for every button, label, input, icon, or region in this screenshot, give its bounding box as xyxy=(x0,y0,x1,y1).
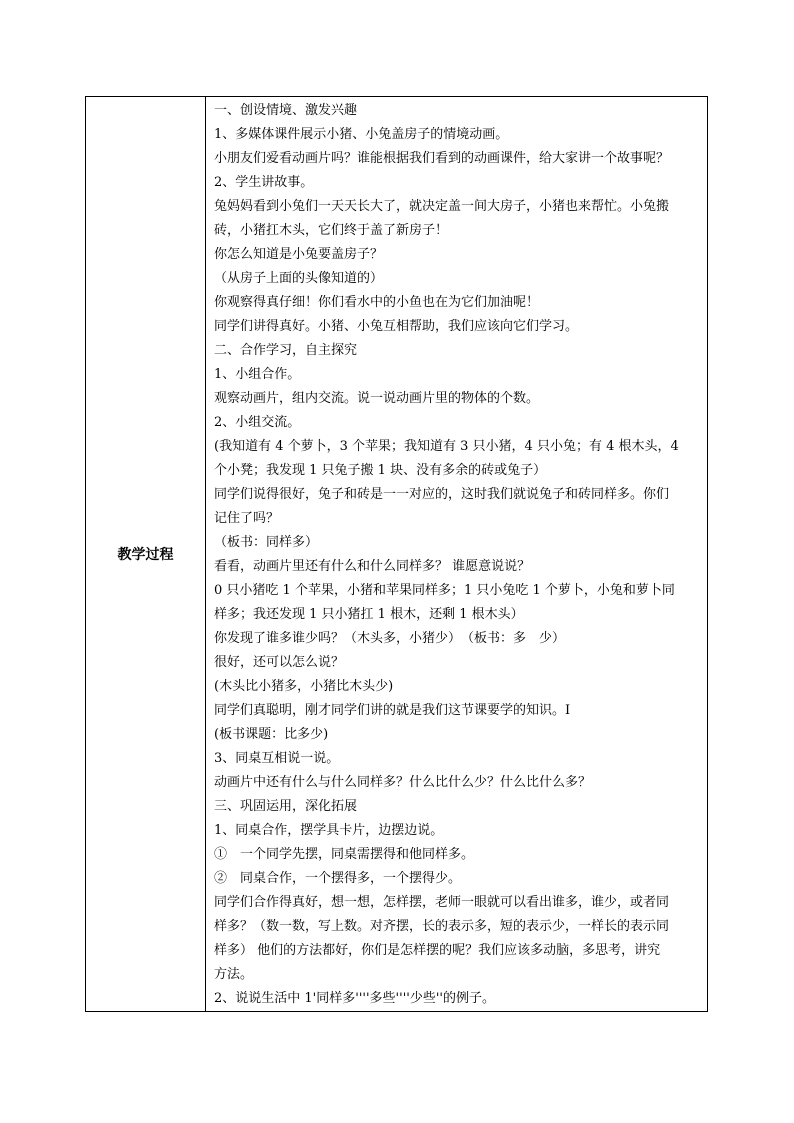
content-cell xyxy=(206,97,708,1012)
content-line: 砖，小猪扛木头，它们终于盖了新房子！ xyxy=(214,223,449,238)
content-line: 2、小组交流。 xyxy=(214,415,301,430)
content-line: (木头比小猪多，小猪比木头少) xyxy=(214,679,394,694)
content-line: 同学们真聪明，刚才同学们讲的就是我们这节课要学的知识。I xyxy=(214,703,571,718)
section-label: 教学过程 xyxy=(86,97,206,1012)
content-line: 看看，动画片里还有什么和什么同样多？ 谁愿意说说？ xyxy=(214,559,531,574)
content-line: 同学们合作得真好，想一想，怎样摆，老师一眼就可以看出谁多，谁少，或者同 xyxy=(214,895,670,910)
content-line: 小朋友们爱看动画片吗？谁能根据我们看到的动画课件，给大家讲一个故事呢？ xyxy=(214,151,670,166)
content-line: (我知道有 4 个萝卜，3 个苹果；我知道有 3 只小猪，4 只小兔；有 4 根木头，4 xyxy=(214,439,679,454)
content-line: (板书课题：比多少) xyxy=(214,727,329,742)
content-line: 观察动画片，组内交流。说一说动画片里的物体的个数。 xyxy=(214,391,540,406)
content-line: 2、学生讲故事。 xyxy=(214,175,314,190)
content-line: 同学们讲得真好。小猪、小兔互相帮助，我们应该向它们学习。 xyxy=(214,319,579,334)
content-line: （从房子上面的头像知道的） xyxy=(214,271,384,286)
content-line: 你观察得真仔细！你们看水中的小鱼也在为它们加油呢！ xyxy=(214,295,540,310)
content-line: 兔妈妈看到小兔们一天天长大了，就决定盖一间大房子，小猪也来帮忙。小兔搬 xyxy=(214,199,670,214)
content-line: （板书：同样多） xyxy=(214,535,319,550)
content-line: 1、多媒体课件展示小猪、小兔盖房子的情境动画。 xyxy=(214,127,509,142)
content-line: ① 一个同学先摆，同桌需摆得和他同样多。 xyxy=(214,847,475,862)
table-row xyxy=(86,97,708,1012)
lesson-table xyxy=(85,96,708,1012)
content-line: ② 同桌合作，一个摆得多，一个摆得少。 xyxy=(214,871,462,886)
content-line: 样多？（数一数，写上数。对齐摆，长的表示多，短的表示少，一样长的表示同 xyxy=(214,919,670,934)
content-line: 方法。 xyxy=(214,967,254,982)
content-line: 二、合作学习，自主探究 xyxy=(214,343,358,358)
content-line: 个小凳；我发现 1 只兔子搬 1 块、没有多余的砖或兔子） xyxy=(214,463,547,478)
content-line: 同学们说得很好，兔子和砖是一一对应的，这时我们就说兔子和砖同样多。你们 xyxy=(214,487,670,502)
content-line: 记住了吗？ xyxy=(214,511,280,526)
content-line: 0 只小猪吃 1 个苹果，小猪和苹果同样多；1 只小兔吃 1 个萝卜，小兔和萝卜同 xyxy=(214,583,675,598)
content-line: 一、创设情境、激发兴趣 xyxy=(214,103,358,118)
content-line: 你发现了谁多谁少吗？（木头多，小猪少） （板书：多 少） xyxy=(214,631,566,646)
content-line: 3、同桌互相说一说。 xyxy=(214,751,340,766)
content-line: 2、说说生活中 1'同样多''''多些''''少些''的例子。 xyxy=(214,991,495,1006)
content-line: 样多） 他们的方法都好，你们是怎样摆的呢？我们应该多动脑，多思考，讲究 xyxy=(214,943,661,958)
content-line: 三、巩固运用，深化拓展 xyxy=(214,799,358,814)
content-line: 1、小组合作。 xyxy=(214,367,301,382)
content-line: 样多；我还发现 1 只小猪扛 1 根木，还剩 1 根木头） xyxy=(214,607,524,622)
content-line: 很好，还可以怎么说？ xyxy=(214,655,345,670)
content-line: 你怎么知道是小兔要盖房子？ xyxy=(214,247,384,262)
content-line: 动画片中还有什么与什么同样多？什么比什么少？什么比什么多？ xyxy=(214,775,592,790)
content-lines xyxy=(214,99,701,1011)
content-line: 1、同桌合作，摆学具卡片，边摆边说。 xyxy=(214,823,444,838)
